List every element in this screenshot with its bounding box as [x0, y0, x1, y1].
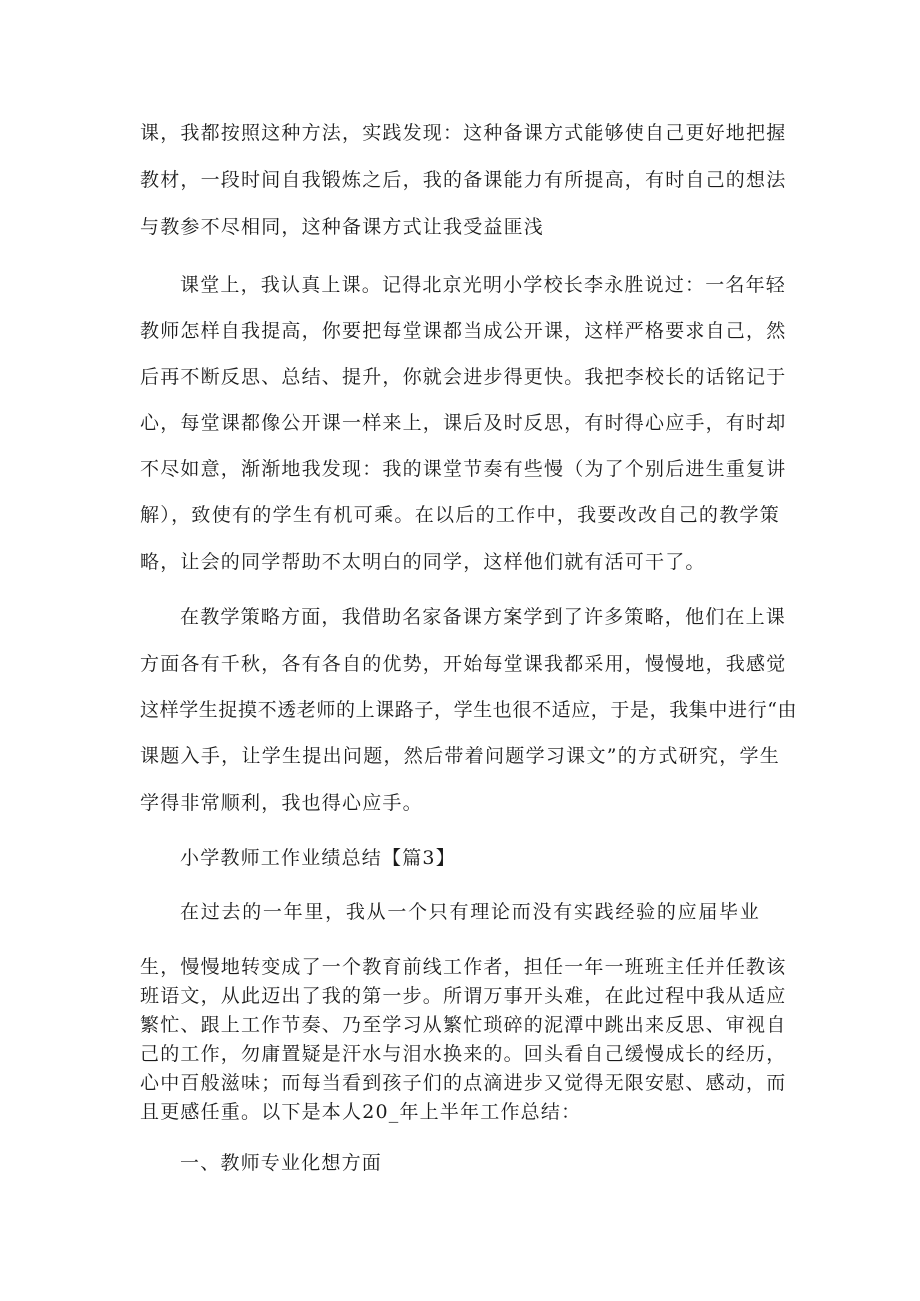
paragraph-line: 这样学生捉摸不透老师的上课路子，学生也很不适应，于是，我集中进行“由: [140, 699, 798, 721]
subsection-heading: 一、教师专业化想方面: [180, 1152, 383, 1174]
paragraph-line: 后再不断反思、总结、提升，你就会进步得更快。我把李校长的话铭记于: [140, 366, 787, 388]
paragraph-line: 班语文，从此迈出了我的第一步。所谓万事开头难，在此过程中我从适应: [140, 985, 787, 1007]
paragraph-line: 略，让会的同学帮助不太明白的同学，这样他们就有活可干了。: [140, 551, 706, 573]
paragraph-line: 课题入手，让学生提出问题，然后带着问题学习课文”的方式研究，学生: [140, 745, 780, 767]
paragraph-line: 课堂上，我认真上课。记得北京光明小学校长李永胜说过：一名年轻: [180, 274, 787, 296]
paragraph-line: 繁忙、跟上工作节奏、乃至学习从繁忙琐碎的泥潭中跳出来反思、审视自: [140, 1014, 787, 1036]
paragraph-line: 教材，一段时间自我锻炼之后，我的备课能力有所提高，有时自己的想法: [140, 169, 787, 191]
paragraph-line: 在过去的一年里，我从一个只有理论而没有实践经验的应届毕业: [180, 901, 760, 923]
paragraph-line: 生，慢慢地转变成了一个教育前线工作者，担任一年一班班主任并任教该: [140, 956, 787, 978]
paragraph-line: 课，我都按照这种方法，实践发现：这种备课方式能够使自己更好地把握: [140, 122, 787, 144]
paragraph-line: 己的工作，勿庸置疑是汗水与泪水换来的。回头看自己缓慢成长的经历，: [140, 1043, 787, 1065]
paragraph-line: 不尽如意，渐渐地我发现：我的课堂节奏有些慢（为了个别后进生重复讲: [140, 458, 787, 480]
paragraph-line: 教师怎样自我提高，你要把每堂课都当成公开课，这样严格要求自己，然: [140, 320, 787, 342]
paragraph-line: 学得非常顺利，我也得心应手。: [140, 792, 423, 814]
paragraph-line: 解），致使有的学生有机可乘。在以后的工作中，我要改改自己的教学策: [140, 504, 780, 526]
paragraph-line: 心中百般滋味；而每当看到孩子们的点滴进步又觉得无限安慰、感动，而: [140, 1072, 787, 1094]
paragraph-line: 心，每堂课都像公开课一样来上，课后及时反思，有时得心应手，有时却: [140, 412, 787, 434]
paragraph-line: 在教学策略方面，我借助名家备课方案学到了许多策略，他们在上课: [180, 606, 787, 628]
paragraph-line: 且更感任重。以下是本人20_年上半年工作总结：: [140, 1101, 582, 1123]
section-heading: 小学教师工作业绩总结【篇3】: [180, 847, 456, 869]
paragraph-line: 与教参不尽相同，这种备课方式让我受益匪浅: [140, 216, 545, 238]
paragraph-line: 方面各有千秋，各有各自的优势，开始每堂课我都采用，慢慢地，我感觉: [140, 653, 787, 675]
